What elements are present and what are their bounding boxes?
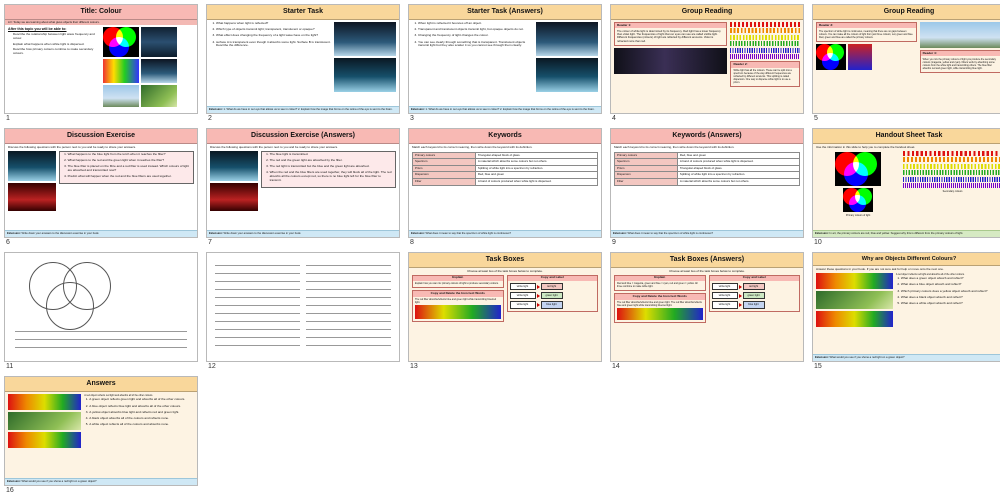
wave-diagram — [730, 22, 800, 60]
explain-task-text: Red and blue = magenta, green and blue = cyan, red and green = yellow. All three combine to make white light. — [617, 282, 698, 289]
answer-line — [15, 327, 187, 332]
reader-1-panel — [614, 22, 727, 46]
extension-text: What would you see if you shone a red light on a green object? — [21, 480, 97, 484]
list-item: 4. surface A is transparent even though it absorbs some light. Surface B is translucent. Describe the difference. — [216, 41, 331, 49]
extension-text: What does it mean to say that the spectrum of white light is continuous? — [627, 232, 713, 236]
list-item: • Describe how primary colours combine to make secondary colours. — [13, 48, 100, 56]
list-item: 4. What does a black object absorb and reflect? — [901, 296, 1000, 300]
slide-number: 4 — [612, 115, 616, 122]
extension-bar — [5, 230, 197, 237]
list-item: 3. Which primary colours does a yellow object absorb and reflect? — [901, 290, 1000, 294]
answer-line — [15, 343, 187, 348]
note-text: In art, the primary colours are red, blue and yellow. Suggest why this is different from the primary colours of light. — [829, 232, 964, 236]
slide-7[interactable] — [206, 128, 400, 238]
extension-label: Extension: — [815, 356, 829, 360]
flow-row — [510, 283, 596, 290]
answer-line — [306, 261, 391, 266]
answer-line — [215, 317, 300, 322]
diagram-green-object — [816, 291, 893, 309]
delete-words-task-box[interactable] — [614, 293, 706, 323]
flow-label-white: white light — [510, 283, 536, 290]
table-row — [615, 179, 800, 186]
list-item: • Explain what happens when white light is dispersed. — [13, 43, 100, 47]
answer-box — [261, 151, 396, 188]
photo-filter-diagram — [415, 305, 501, 319]
note-label: Extension: — [815, 232, 829, 236]
definition-cell: Red, blue and green — [475, 172, 597, 179]
instruction-text: Match each keyword to its correct meaning, then write down the keyword with its definition. — [412, 144, 533, 149]
extension-label: Extension: — [613, 232, 627, 236]
table-row — [413, 152, 598, 159]
extension-label: Extension: — [411, 108, 425, 112]
extension-label: Extension: — [209, 232, 223, 236]
flow-row — [712, 292, 798, 299]
list-item: 1. What does a green object absorb and reflect? — [901, 277, 1000, 281]
explain-task-text: Explain how you can mix primary colours of light to produce secondary colours. — [415, 282, 499, 286]
slide-thumb-5[interactable] — [812, 4, 1000, 126]
slide-number: 14 — [612, 363, 620, 370]
wave-diagram — [903, 151, 1000, 189]
photo-surface-b — [334, 58, 396, 92]
photo-leaf — [141, 85, 177, 107]
keyword-match-table — [412, 152, 598, 186]
worksheet-column-right — [306, 258, 391, 346]
instruction-text: Use the information in this slide to help you to complete the handout sheet. — [816, 144, 916, 149]
copy-label-task-box[interactable] — [507, 275, 599, 312]
wave-blue — [730, 48, 800, 53]
wave-yellow — [903, 164, 1000, 169]
slide-thumb-4[interactable] — [610, 4, 806, 126]
photo-filter-diagram — [617, 308, 703, 320]
explain-task-title: Explain — [615, 276, 705, 281]
list-item: 1. When light is reflected it bounces off an object. — [418, 22, 533, 26]
slide-title: Title: Colour — [5, 5, 197, 20]
keyword-cell: Spectrum — [615, 159, 678, 166]
list-item: 2. Transparent and translucent objects transmit light, but opaque objects do not. — [418, 28, 533, 32]
extension-label: Extension: — [411, 232, 425, 236]
extension-label: Extension: — [7, 480, 21, 484]
list-item: 5. A white object reflects all of the colours and absorbs none. — [89, 423, 194, 427]
flow-row — [510, 292, 596, 299]
photo-prism-dispersion — [614, 48, 727, 74]
slide-thumb-11[interactable] — [4, 252, 200, 374]
definition-cell: A material which absorbs some colours but not others. — [475, 159, 597, 166]
keyword-cell: Prism — [615, 165, 678, 172]
answer-line — [215, 333, 300, 338]
explain-task-box[interactable] — [412, 275, 504, 289]
keyword-cell: Filter — [413, 179, 476, 186]
answer-line — [215, 301, 300, 306]
slide-title: Group Reading — [813, 5, 1000, 20]
slide-title: Task Boxes (Answers) — [611, 253, 803, 268]
slide-number: 8 — [410, 239, 414, 246]
list-item: 4. You can see clearly through something that is transparent. Translucent objects transmit light but they also scatter it so you cannot see through them clearly. — [418, 41, 533, 49]
note-bar — [813, 230, 1000, 237]
diagram-red-object — [8, 394, 81, 410]
slide-title: Discussion Exercise — [5, 129, 197, 144]
arrow-icon — [537, 294, 540, 298]
explain-task-title: Explain — [413, 276, 503, 281]
reader-4-label: Reader 4: — [921, 51, 1000, 56]
keyword-cell: Dispersion — [615, 172, 678, 179]
list-item: 2. Which type of objects transmit light; transparent, translucent or opaque? — [216, 28, 331, 32]
slide-1[interactable] — [4, 4, 198, 114]
answer-line — [215, 277, 300, 282]
slide-11[interactable] — [4, 252, 198, 362]
slide-15[interactable] — [812, 252, 1000, 362]
definition-cell: Splitting of white light into a spectrum by refraction. — [475, 165, 597, 172]
slide-thumb-8[interactable] — [408, 128, 604, 250]
wave-red — [903, 151, 1000, 156]
slide-thumb-10[interactable] — [812, 128, 1000, 250]
answer-list — [270, 153, 393, 183]
slide-13[interactable] — [408, 252, 602, 362]
wave-green — [903, 170, 1000, 175]
keyword-cell: Dispersion — [413, 172, 476, 179]
reader-3-text: The spectrum of white light is continuous, meaning that there are no gaps between colours. You can make all the colours of light from just three colours; red, green and blue. Red, green and blue are called the primary colours. — [819, 29, 914, 39]
answer-line — [306, 301, 391, 306]
answer-line — [215, 293, 300, 298]
answer-list — [418, 22, 533, 48]
slide-3[interactable] — [408, 4, 602, 114]
answer-line — [306, 293, 391, 298]
photo-rainbow-sky — [920, 22, 1000, 48]
reader-3-panel — [816, 22, 917, 42]
flow-label-red: red light — [541, 283, 563, 290]
keyword-cell: Spectrum — [413, 159, 476, 166]
photo-prism — [141, 59, 177, 83]
list-item: 3. What effect does changing the frequency of a light wave have on the light? — [216, 34, 331, 38]
list-item: 2. What happens to the red and the green light when it reaches the filter? — [68, 159, 191, 163]
wave-blue — [903, 177, 1000, 182]
slide-12[interactable] — [206, 252, 400, 362]
answer-line — [215, 285, 300, 290]
extension-bar — [207, 106, 399, 113]
slide-thumb-15[interactable] — [812, 252, 1000, 374]
definition-cell: A band of colours produced when white light is dispersed. — [677, 159, 799, 166]
extension-text: What does it mean to say that the spectrum of white light is continuous? — [425, 232, 511, 236]
fact-text: A red object reflects red light and absorbs all of the other colours. — [84, 393, 154, 397]
keyword-cell: Prism — [413, 165, 476, 172]
instruction-text: Answer these questions in your book. If you are not sure ask for help or move onto the next one. — [816, 266, 944, 271]
answer-list — [89, 398, 194, 427]
slide-thumb-1[interactable] — [4, 4, 200, 126]
slide-number: 13 — [410, 363, 418, 370]
instruction-text: Choose at least two of the task boxes below to complete. — [669, 268, 745, 273]
diagram-green-object — [8, 412, 81, 430]
slide-number: 7 — [208, 239, 212, 246]
slide-9[interactable] — [610, 128, 804, 238]
slide-number: 11 — [6, 363, 14, 370]
slide-title: Task Boxes — [409, 253, 601, 268]
keyword-cell: Primary colours — [615, 152, 678, 159]
list-item: 2. The red and the green light are absorbed by the filter. — [270, 159, 393, 163]
flow-label-white-3: white light — [712, 301, 738, 308]
arrow-icon — [537, 303, 540, 307]
flow-label-white: white light — [712, 283, 738, 290]
diagram-red-object — [816, 273, 893, 289]
reader-4-text: When you mix the primary colours of light you produce the secondary colours (magenta, yellow and cyan). Filters work by absorbing some colours from the white light and transmitting others. The blue filter absorbs red and green light, while transmitting blue light. — [922, 57, 997, 70]
reader-2-panel — [730, 61, 800, 87]
instruction-text: Discuss the following questions with the person next to you and be ready to share your answers. — [210, 144, 338, 149]
answer-line — [215, 341, 300, 346]
wave-red — [730, 22, 800, 27]
flow-label-white-3: white light — [510, 301, 536, 308]
slide-thumb-9[interactable] — [610, 128, 806, 250]
photo-filters — [848, 44, 872, 70]
list-item: 5. What does a white object absorb and reflect? — [901, 302, 1000, 306]
slide-thumb-6[interactable] — [4, 128, 200, 250]
slide-thumb-3[interactable] — [408, 4, 604, 126]
list-item: 3. A yellow object absorbs blue light and reflects red and green light. — [89, 411, 194, 415]
wave-violet — [730, 54, 800, 59]
slide-number: 15 — [814, 363, 822, 370]
extension-text: Write down your answers to the discussion exercise in your book. — [21, 232, 100, 236]
list-item: 4. A black object absorbs all of the colours and reflects none. — [89, 417, 194, 421]
slide-8[interactable] — [408, 128, 602, 238]
slide-4[interactable] — [610, 4, 804, 114]
keyword-cell: Filter — [615, 179, 678, 186]
answer-line — [306, 269, 391, 274]
slide-number: 12 — [208, 363, 216, 370]
slide-10[interactable] — [812, 128, 1000, 238]
colour-wheel-diagram-small — [843, 188, 873, 212]
delete-words-title: Copy and Delete the Incorrect Words — [615, 294, 705, 299]
arrow-icon — [739, 285, 742, 289]
wave-violet — [903, 183, 1000, 188]
worksheet-column-left — [215, 258, 300, 346]
flow-label-green: green light — [743, 292, 765, 299]
question-list — [68, 153, 191, 179]
flow-label-blue: blue light — [541, 301, 563, 308]
flow-row — [510, 301, 596, 308]
colour-wheel-diagram — [835, 152, 881, 186]
photo-fibre-blue — [210, 151, 258, 181]
extension-bar — [207, 230, 399, 237]
keyword-cell: Primary colours — [413, 152, 476, 159]
question-list — [901, 277, 1000, 306]
slide-16[interactable] — [4, 376, 198, 486]
photo-surface-a — [334, 22, 396, 56]
slide-title: Starter Task — [207, 5, 399, 20]
venn-diagram — [15, 260, 187, 322]
slide-title: Why are Objects Different Colours? — [813, 253, 1000, 266]
wave-green — [730, 41, 800, 46]
extension-bar — [5, 478, 197, 485]
slide-title: Keywords — [409, 129, 601, 144]
flow-row — [712, 283, 798, 290]
definition-cell: Triangular-shaped block of glass. — [677, 165, 799, 172]
delete-words-text: The red filter absorbs/reflects blue and green light while transmitting blue/red light. — [415, 298, 497, 305]
extension-bar — [813, 354, 1000, 361]
photo-fibre-blue — [8, 151, 56, 181]
slide-thumb-12[interactable] — [206, 252, 402, 374]
list-item: 4. Predict what will happen when the red and the blue filters are used together. — [68, 175, 191, 179]
delete-words-task-box[interactable] — [412, 290, 504, 322]
diagram-blue-object — [8, 432, 81, 448]
reader-2-label: Reader 2: — [731, 62, 799, 67]
wave-orange — [903, 157, 1000, 162]
list-item: 2. What does a blue object absorb and reflect? — [901, 283, 1000, 287]
slide-2[interactable] — [206, 4, 400, 114]
list-item: 3. Changing the frequency of light changes the colour. — [418, 34, 533, 38]
instruction-text: Discuss the following questions with the person next to you and be ready to share your answers. — [8, 144, 136, 149]
table-row — [413, 172, 598, 179]
diagram-blue-object — [816, 311, 893, 327]
flow-label-blue: blue light — [743, 301, 765, 308]
slide-title: Handout Sheet Task — [813, 129, 1000, 144]
answer-line — [306, 325, 391, 330]
learning-objective: LO: Today we are learning about what gives objects their different colours. — [5, 20, 197, 25]
table-row — [615, 159, 800, 166]
answer-line — [15, 335, 187, 340]
reader-1-label: Reader 1: — [615, 23, 726, 28]
venn-circle-3 — [46, 282, 94, 330]
copy-label-title: Copy and Label — [710, 276, 800, 281]
extension-bar — [409, 106, 601, 113]
flow-row — [712, 301, 798, 308]
slide-title: Keywords (Answers) — [611, 129, 803, 144]
objective-list — [13, 33, 100, 55]
slide-5[interactable] — [812, 4, 1000, 114]
flow-label-white-2: white light — [712, 292, 738, 299]
flow-label-white-2: white light — [510, 292, 536, 299]
list-item: 4. When the red and the blue filters are used together, they will block all of the light. The red absorbs all the colours except red, so there is no blue light left for the blue filter to transmit. — [270, 171, 393, 183]
list-item: 3. The red light is transmitted but the blue and the green light are absorbed. — [270, 165, 393, 169]
photo-spectrum — [103, 59, 139, 83]
list-item: 1. What happens to the blue light from the torch when it reaches the filter? — [68, 153, 191, 157]
table-row — [615, 152, 800, 159]
arrow-icon — [739, 294, 742, 298]
slide-number: 10 — [814, 239, 822, 246]
extension-text: Write down your answers to the discussion exercise in your book. — [223, 232, 302, 236]
primary-colours-label: Primary colours of light — [845, 213, 871, 217]
instruction-text: Choose at least two of the task boxes below to complete. — [467, 268, 543, 273]
delete-words-title: Copy and Delete the Incorrect Words — [413, 291, 503, 296]
answer-line — [306, 285, 391, 290]
arrow-icon — [537, 285, 540, 289]
answer-line — [215, 325, 300, 330]
slide-title: Group Reading — [611, 5, 803, 20]
photo-fibre-red — [8, 183, 56, 211]
question-box — [59, 151, 194, 184]
answer-line — [306, 341, 391, 346]
answer-line — [306, 277, 391, 282]
slide-title: Answers — [5, 377, 197, 392]
list-item: 1. A green object reflects green light and absorbs all of the other colours. — [89, 398, 194, 402]
slide-thumb-16[interactable] — [4, 376, 200, 498]
table-row — [615, 165, 800, 172]
extension-bar — [409, 230, 601, 237]
answer-line — [306, 333, 391, 338]
photo-surface-b — [536, 58, 598, 92]
definition-cell: Splitting of white light into a spectrum by refraction. — [677, 172, 799, 179]
instruction-text: Match each keyword to its correct meaning, then write down the keyword with its definition. — [614, 144, 735, 149]
copy-label-title: Copy and Label — [508, 276, 598, 281]
definition-cell: Triangular-shaped block of glass. — [475, 152, 597, 159]
photo-fibre-red — [210, 183, 258, 211]
photo-surface-a — [536, 22, 598, 56]
list-item: 1. What happens when light is reflected? — [216, 22, 331, 26]
colour-wheel-diagram — [816, 44, 846, 70]
slide-number: 1 — [6, 115, 10, 122]
extension-bar — [611, 230, 803, 237]
secondary-colours-label: Secondary colours — [942, 190, 963, 193]
list-item: 3. The blue filter is placed on the fibre and a red filter is used instead. Which colours of light are absorbed and transmitted now? — [68, 165, 191, 173]
definition-cell: A band of colours produced when white light is dispersed. — [475, 179, 597, 186]
slide-14[interactable] — [610, 252, 804, 362]
list-item: 2. A blue object reflects blue light and absorbs all of the other colours. — [89, 405, 194, 409]
question-list — [216, 22, 331, 48]
slide-number: 5 — [814, 115, 818, 122]
slide-title: Starter Task (Answers) — [409, 5, 601, 20]
extension-text: What would you see if you shone a red light on a green object? — [829, 356, 905, 360]
table-row — [413, 159, 598, 166]
answer-line — [215, 269, 300, 274]
colour-wheel-diagram — [103, 27, 139, 57]
flow-label-red: red light — [743, 283, 765, 290]
subheading: After this topic you will be able to: — [8, 27, 67, 32]
slide-6[interactable] — [4, 128, 198, 238]
definition-cell: Red, blue and green — [677, 152, 799, 159]
wave-orange — [730, 28, 800, 33]
slide-number: 16 — [6, 487, 14, 494]
delete-words-text: The red filter absorbs/reflects blue and green light. The red filter absorbs/reflects blue and green light while transmitting blue/red light. — [617, 301, 702, 308]
answer-line — [215, 261, 300, 266]
photo-rainbow — [103, 85, 139, 107]
explain-task-box[interactable] — [614, 275, 706, 292]
slide-number: 6 — [6, 239, 10, 246]
slide-thumb-13[interactable] — [408, 252, 604, 374]
extension-label: Extension: — [209, 108, 223, 112]
list-item: 1. The blue light is transmitted. — [270, 153, 393, 157]
definition-cell: A material which absorbs some colours but not others. — [677, 179, 799, 186]
reader-1-text: The colour of white light is determined by its frequency. Red light has a lower frequency than violet light. The frequencies of light that our eyes can see are called visible light. Different frequencies (colours) of light are reflected by different amounts. Violet is refracted more than red. — [617, 29, 721, 43]
keyword-answer-table — [614, 152, 800, 186]
slide-title: Discussion Exercise (Answers) — [207, 129, 399, 144]
slide-number: 2 — [208, 115, 212, 122]
reader-2-text: White light has all the colours. These can be split into a spectrum because of the way different frequencies are refracted by different amounts. This splitting is called dispersion. One way to disperse white light is to use a prism. — [733, 69, 792, 85]
slide-thumb-7[interactable] — [206, 128, 402, 250]
table-row — [413, 179, 598, 186]
copy-label-task-box[interactable] — [709, 275, 801, 312]
wave-yellow — [730, 35, 800, 40]
answer-line — [306, 309, 391, 314]
flow-label-green: green light — [541, 292, 563, 299]
table-row — [615, 172, 800, 179]
slide-number: 3 — [410, 115, 414, 122]
extension-text: 1. What do we have in our eye that allows us to see in colour? 2. Explain how the image that forms on the retina of the eye is sent to the brain. — [425, 108, 595, 112]
reader-4-panel — [920, 50, 1000, 73]
slide-number: 9 — [612, 239, 616, 246]
arrow-icon — [739, 303, 742, 307]
fact-text: A red object reflects red light and absorbs all of the other colours. — [895, 272, 965, 276]
extension-label: Extension: — [7, 232, 21, 236]
answer-line — [215, 309, 300, 314]
list-item: • Describe the relationship between light wave frequency and colour. — [13, 33, 100, 41]
slide-thumb-2[interactable] — [206, 4, 402, 126]
reader-3-label: Reader 3: — [817, 23, 916, 28]
table-row — [413, 165, 598, 172]
slide-thumb-14[interactable] — [610, 252, 806, 374]
extension-text: 1. What do we have in our eye that allows us to see in colour? 2. Explain how the image that forms on the retina of the eye is sent to the brain. — [223, 108, 393, 112]
answer-line — [306, 317, 391, 322]
photo-light-beam — [141, 27, 177, 57]
